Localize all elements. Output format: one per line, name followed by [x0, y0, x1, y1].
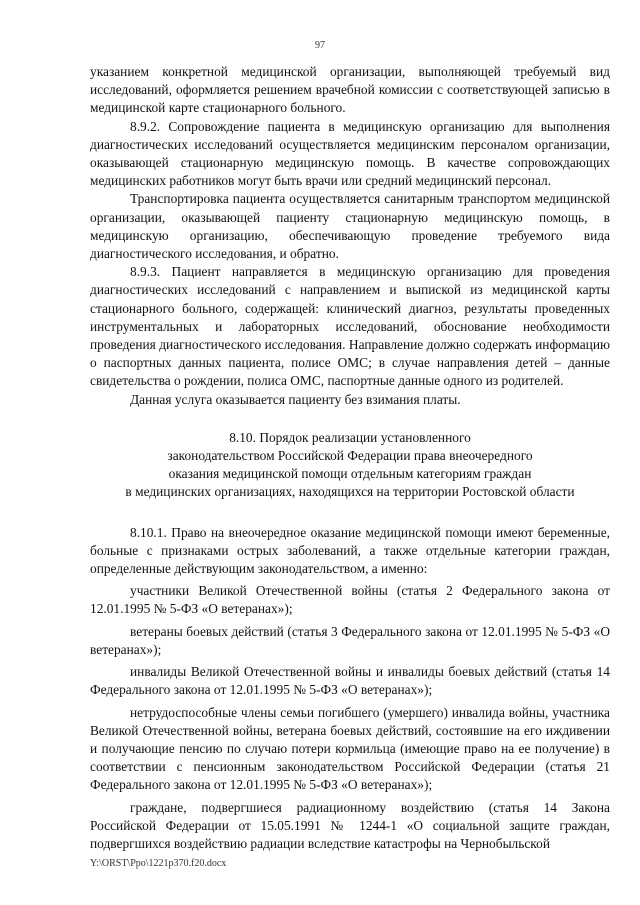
paragraph-8-10-1: 8.10.1. Право на внеочередное оказание медицинской помощи имеют беременные, больные с признаками острых заболеваний, а также отдельные категории граждан, определенные действующим законодательством, а именно:	[90, 524, 610, 577]
heading-line: 8.10. Порядок реализации установленного	[229, 429, 471, 445]
paragraph-8-9-3: 8.9.3. Пациент направляется в медицинскую организацию для проведения диагностических исследований с направлением и выпиской из медицинской карты стационарного больного, содержащей: клинический диагноз, результаты проведенных инструментальных и лабораторных исследований, обоснование необходимости проведения диагностического исследования. Направление должно содержать информацию о паспортных данных пациента, полисе ОМС; в случае направления детей – данные свидетельства о рождении, полиса ОМС, паспортные данные одного из родителей.	[90, 264, 610, 389]
section-heading-8-10	[90, 429, 610, 502]
page-number: 97	[315, 40, 325, 51]
paragraph-transport: Транспортировка пациента осуществляется санитарным транспортом медицинской организации, оказывающей пациенту стационарную медицинскую помощь, в медицинскую организацию, обеспечивающую проведение требуемого вида диагностического исследования, и обратно.	[90, 191, 610, 262]
paragraph-8-9-2: 8.9.2. Сопровождение пациента в медицинскую организацию для выполнения диагностических исследований осуществляется медицинским персоналом организации, оказывающей стационарную медицинскую помощь. В качестве сопровождающих медицинских работников могут быть врачи или средний медицинский персонал.	[90, 118, 610, 189]
list-item-family-members: нетрудоспособные члены семьи погибшего (умершего) инвалида войны, участника Великой Отечественной войны, ветерана боевых действий, состоявшие на его иждивении и получающие пенсию по случаю потери кормильца (имеющие право на ее получение) в соответствии с пенсионным законодательством Российской Федерации (статья 21 Федерального закона от 12.01.1995 № 5-ФЗ «О ветеранах»);	[90, 704, 610, 793]
paragraph-free-service: Данная услуга оказывается пациенту без взимания платы.	[130, 391, 461, 407]
heading-line: оказания медицинской помощи отдельным категориям граждан	[168, 466, 532, 482]
list-item-combat-veterans: ветераны боевых действий (статья 3 Федерального закона от 12.01.1995 № 5-ФЗ «О ветеранах»);	[90, 623, 610, 657]
heading-line: в медицинских организациях, находящихся на территории Ростовской области	[125, 484, 575, 500]
list-item-disabled-veterans: инвалиды Великой Отечественной войны и инвалиды боевых действий (статья 14 Федерального закона от 12.01.1995 № 5-ФЗ «О ветеранах»);	[90, 664, 610, 698]
document-body	[90, 63, 610, 853]
list-item-wwii-participants: участники Великой Отечественной войны (статья 2 Федерального закона от 12.01.1995 № 5-ФЗ «О ветеранах»);	[90, 583, 610, 617]
heading-line: законодательством Российской Федерации права внеочередного	[167, 448, 533, 464]
paragraph-continuation: указанием конкретной медицинской организации, выполняющей требуемый вид исследований, оформляется решением врачебной комиссии с соответствующей записью в медицинской карте стационарного больного.	[90, 64, 610, 116]
list-item-radiation-victims: граждане, подвергшиеся радиационному воздействию (статья 14 Закона Российской Федерации от 15.05.1991 № 1244-1 «О социальной защите граждан, подвергшихся воздействию радиации вследствие катастрофы на Чернобыльской	[90, 799, 610, 851]
footer-file-path: Y:\ORST\Ppo\1221p370.f20.docx	[90, 858, 227, 869]
